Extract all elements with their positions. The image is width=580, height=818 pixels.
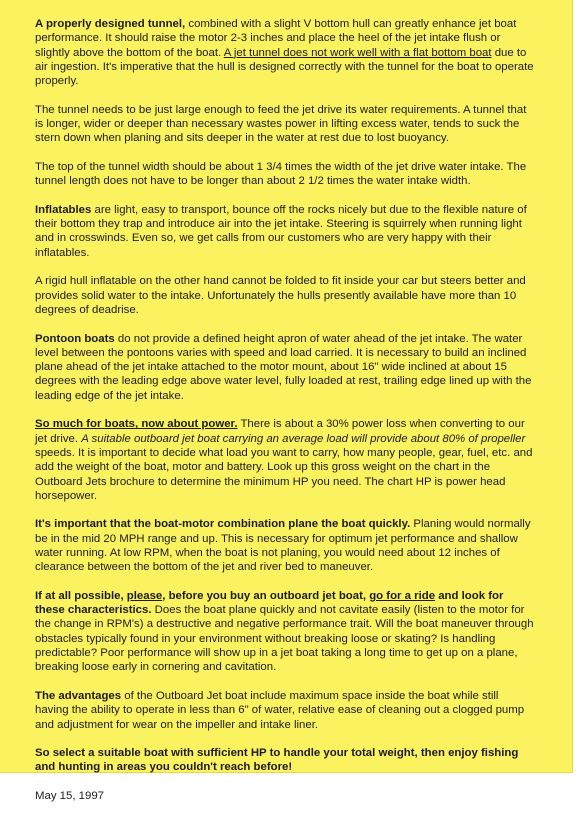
paragraph-lead: A properly designed tunnel,	[35, 18, 186, 30]
paragraph-tunnel-width: The top of the tunnel width should be about 1 3/4 times the width of the jet drive water intake. The tunnel length does not have to be longer than about 2 1/2 times the water intake width.	[35, 160, 527, 188]
paragraph-pontoon-boats: Pontoon boats do not provide a defined height apron of water ahead of the jet intake. The water level between the pontoons varies with speed and load carried. It is necessary to build an inclined plane ahead of the jet intake attached to the motor mount, about 16" wide inclined at about 15 degrees with the leading edge above water level, fully loaded at rest, trailing edge lined up with the leading edge of the jet intake.	[35, 332, 532, 402]
paragraph-lead: Inflatables	[35, 203, 92, 216]
document-body	[35, 17, 535, 818]
paragraph-tunnel-size: The tunnel needs to be just large enough to feed the jet drive its water requirements. A tunnel that is longer, wider or deeper than necessary wastes power in lifting excess water, tends to suck the stern down when planing and sits deeper in the water at rest due to lost buoyancy.	[35, 103, 527, 145]
paragraph-advantages: The advantages of the Outboard Jet boat include maximum space inside the boat while still having the ability to operate in less than 6" of water, relative ease of cleaning out a clogged pump and adjustment for wear on the impeller and intake liner.	[35, 689, 525, 731]
paragraph-inflatables: Inflatables are light, easy to transport, bounce off the rocks nicely but due to the flexible nature of their bottom they trap and introduce air into the jet intake. Steering is squirrely when running light and in crosswinds. Even so, we get calls from our customers who are very happy with their inflatables.	[35, 203, 527, 259]
paragraph-power: So much for boats, now about power. There is about a 30% power loss when converting to our jet drive. A suitable outboard jet boat carrying an average load will provide about 80% of propeller speeds. It is important to decide what load you want to carry, how many people, gear, fuel, etc. and add the weight of the boat, motor and battery. Look up this gross weight on the chart in the Outboard Jets brochure to determine the minimum HP you need. The chart HP is power head horsepower.	[35, 418, 533, 502]
paragraph-closing: So select a suitable boat with sufficient HP to handle your total weight, then enjoy fishing and hunting in areas you couldn't reach before!	[35, 747, 519, 774]
paragraph-lead: It's important that the boat-motor combination plane the boat quickly.	[35, 518, 411, 531]
paragraph-planing: It's important that the boat-motor combination plane the boat quickly. Planing would normally be in the mid 20 MPH range and up. This is necessary for optimum jet performance and shallow water running. At low RPM, when the boat is not planing, you would need about 12 inches of clearance between the bottom of the jet and river bed to maneuver.	[35, 518, 531, 574]
paragraph-lead: So much for boats, now about power.	[35, 418, 238, 431]
italic-statement: A suitable outboard jet boat carrying an average load will provide about 80% of propeller	[81, 432, 526, 445]
paragraph-rigid-hull: A rigid hull inflatable on the other hand cannot be folded to fit inside your car but steers better and provides solid water to the intake. Unfortunately the hulls presently available have more than 10 degrees of deadrise.	[35, 275, 526, 316]
underlined-warning: A jet tunnel does not work well with a flat bottom boat	[223, 46, 492, 59]
paragraph-tunnel-design: A properly designed tunnel, combined with a slight V bottom hull can greatly enhance jet boat performance. It should raise the motor 2-3 inches and place the heel of the jet intake flush or slightly above the bottom of the boat. A jet tunnel does not work well with a flat bottom boat due to air ingestion. It's imperative that the hull is designed correctly with the tunnel for the boat to operate properly.	[35, 18, 534, 88]
document-date: May 15, 1997	[35, 790, 105, 803]
paragraph-lead: The advantages	[35, 689, 122, 702]
paragraph-lead: Pontoon boats	[35, 332, 115, 345]
paragraph-characteristics: If at all possible, please, before you buy an outboard jet boat, go for a ride and look for these characteristics. Does the boat plane quickly and not cavitate easily (listen to the motor for the change in RPM's) a destructive and negative performance trait. Will the boat maneuver through obstacles typically found in your environment without breaking loose or skating? Is handling predictable? Poor performance will show up in a jet boat taking a long time to get up on a plane, breaking loose early in cornering and cavitation.	[35, 589, 534, 674]
paragraph-lead: If at all possible, please, before you buy an outboard jet boat, go for a ride and look for these characteristics.	[35, 589, 504, 617]
